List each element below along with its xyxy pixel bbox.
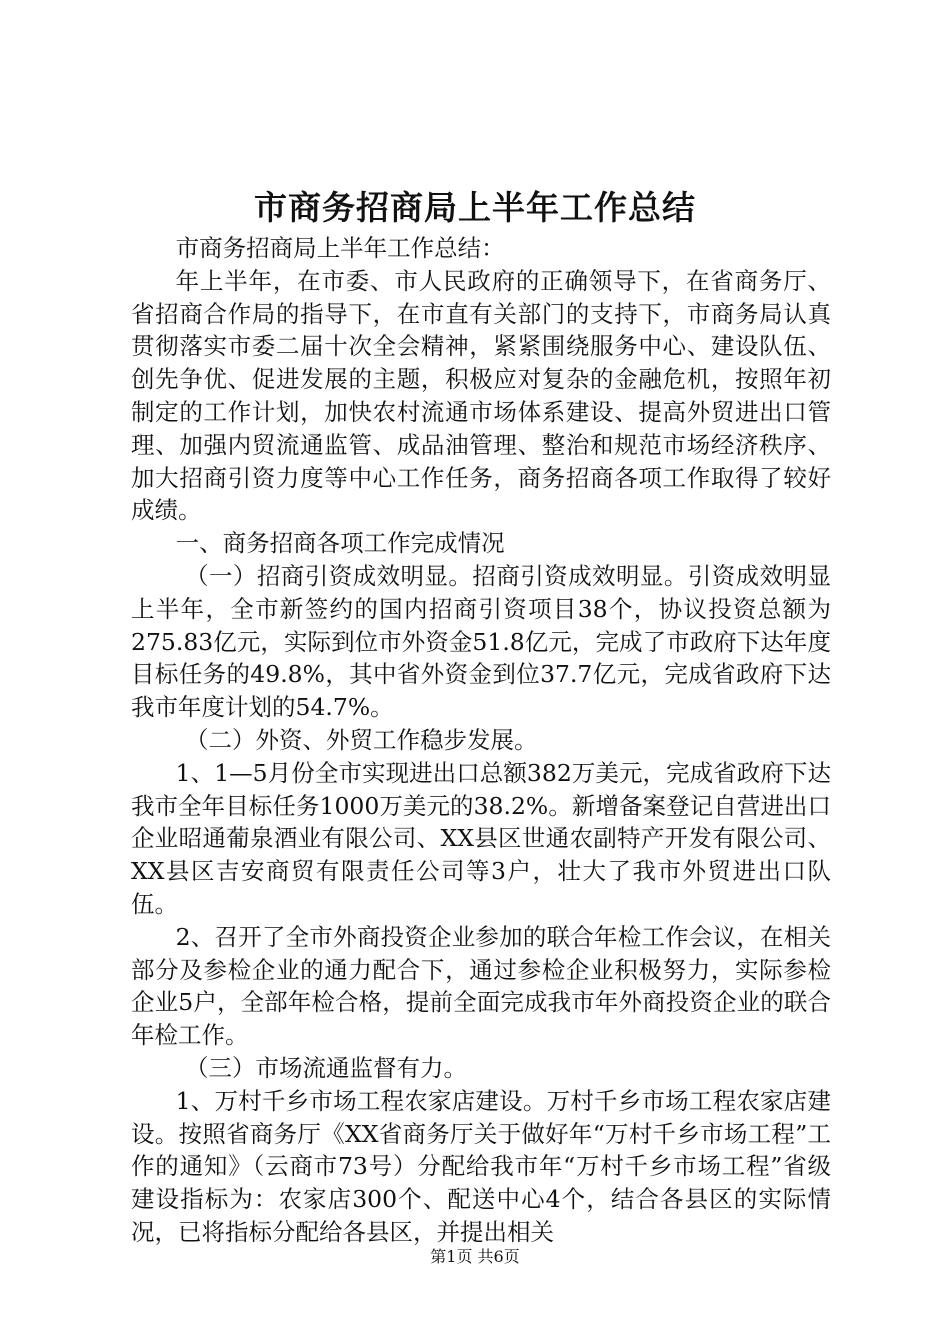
- section-heading-1: 一、商务招商各项工作完成情况: [175, 529, 505, 558]
- paragraph-trade-item-2: 2、召开了全市外商投资企业参加的联合年检工作会议，在相关部分及参检企业的通力配合下，通过参检企业积极努力，实际参检企业5户，全部年检合格，提前全面完成我市年外商投资企业的联合年检工作。: [131, 922, 831, 1050]
- subsection-heading-market: （三）市场流通监督有力。: [185, 1053, 468, 1082]
- document-body: [131, 232, 831, 1249]
- page-number: 第1页 共6页: [430, 1247, 520, 1266]
- subsection-heading-foreign-trade: （二）外资、外贸工作稳步发展。: [185, 725, 538, 754]
- paragraph-overview: 年上半年，在市委、市人民政府的正确领导下，在省商务厅、省招商合作局的指导下，在市直有关部门的支持下，市商务局认真贯彻落实市委二届十次全会精神，紧紧围绕服务中心、建设队伍、创先争优、促进发展的主题，积极应对复杂的金融危机，按照年初制定的工作计划，加快农村流通市场体系建设、提高外贸进出口管理、加强内贸流通监管、成品油管理、整治和规范市场经济秩序、加大招商引资力度等中心工作任务，商务招商各项工作取得了较好成绩。: [131, 266, 831, 525]
- paragraph-trade-item-1: 1、1—5月份全市实现进出口总额382万美元，完成省政府下达我市全年目标任务1000万美元的38.2%。新增备案登记自营进出口企业昭通葡泉酒业有限公司、XX县区世通农副特产开发有限公司、XX县区吉安商贸有限责任公司等3户，壮大了我市外贸进出口队伍。: [131, 758, 831, 918]
- document-title: 市商务招商局上半年工作总结: [254, 188, 696, 227]
- paragraph-investment: （一）招商引资成效明显。招商引资成效明显。引资成效明显上半年，全市新签约的国内招商引资项目38个，协议投资总额为275.83亿元，实际到位市外资金51.8亿元，完成了市政府下达年度目标任务的49.8%，其中省外资金到位37.7亿元，完成省政府下达我市年度计划的54.7%。: [131, 561, 831, 722]
- paragraph-intro-heading: 市商务招商局上半年工作总结：: [175, 234, 505, 262]
- paragraph-market-item-1: 1、万村千乡市场工程农家店建设。万村千乡市场工程农家店建设。按照省商务厅《XX省商务厅关于做好年“万村千乡市场工程”工作的通知》（云商市73号）分配给我市年“万村千乡市场工程”省级建设指标为：农家店300个、配送中心4个，结合各县区的实际情况，已将指标分配给各县区，并提出相关: [131, 1086, 831, 1246]
